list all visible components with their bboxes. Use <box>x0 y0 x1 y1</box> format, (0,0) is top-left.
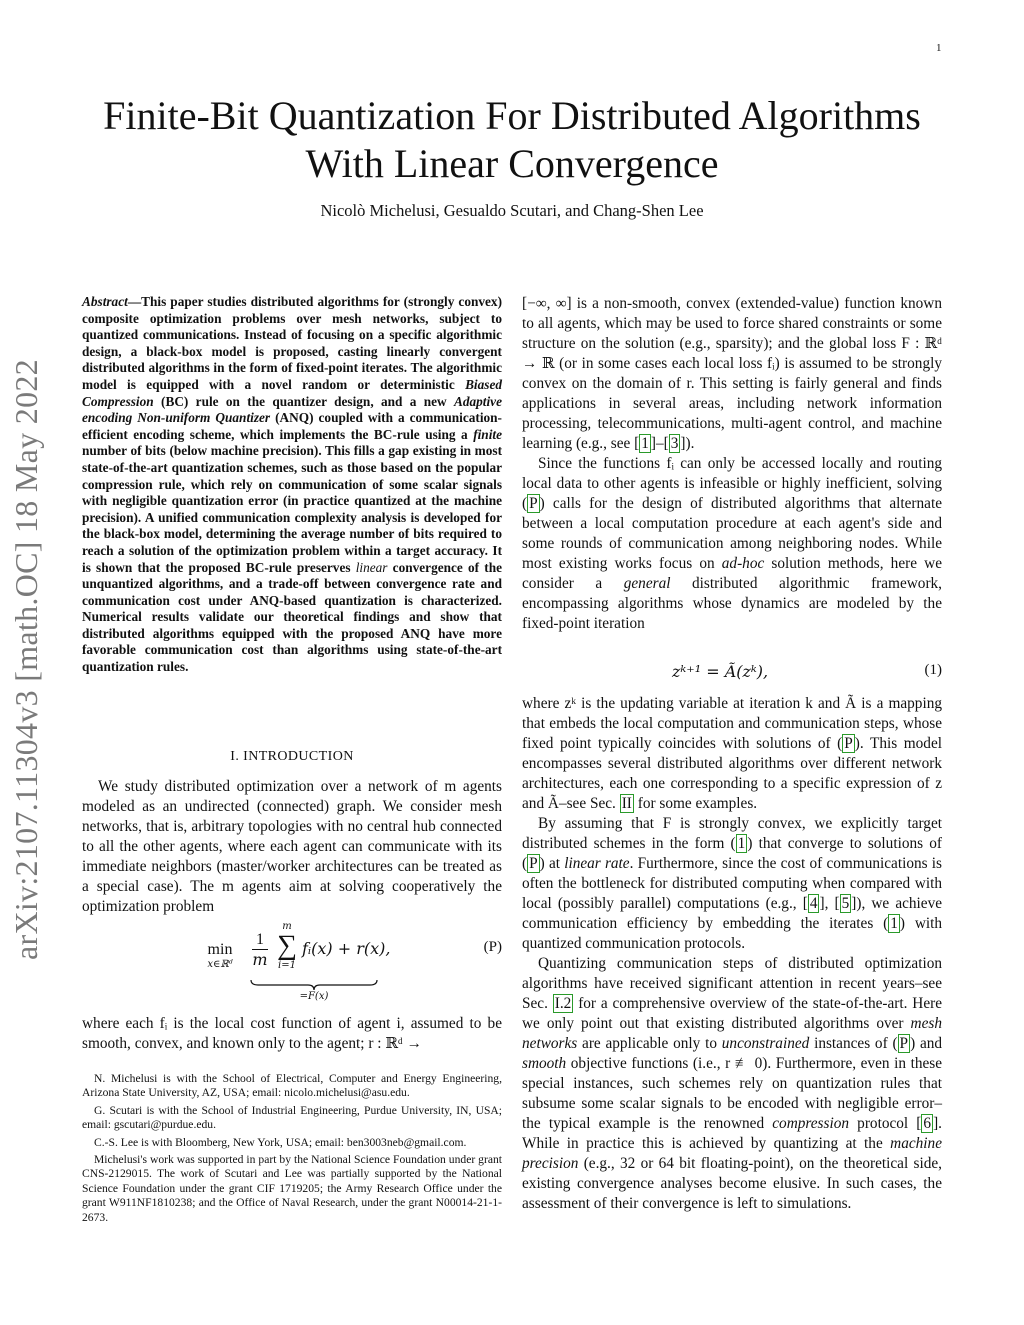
right-p4-text-b: that converge to solutions of <box>758 835 943 852</box>
right-p3-text-a: where zᵏ is the updating variable at iteration k and Ã is a mapping that embeds the local computation and communication steps, whose fixed point typically coincides with solutions of <box>522 695 942 752</box>
right-p2-text-a: Since the functions fᵢ can only be accessed locally and routing local data to other agents is infeasible or highly inefficient, solving <box>522 455 942 492</box>
page-number: 1 <box>936 42 942 54</box>
eq-sum-symbol: ∑ <box>277 930 297 961</box>
citation-4[interactable]: 4 <box>809 895 818 912</box>
citation-6[interactable]: 6 <box>923 1115 932 1132</box>
eq-frac-num: 1 <box>256 931 264 948</box>
right-column-part1 <box>522 294 942 634</box>
right-paragraph-1: [−∞, ∞] is a non-smooth, convex (extended-value) function known to all agents, which may be used to force shared constraints or some structure on the solution (e.g., sparsity); and the global loss F : ℝᵈ → ℝ (or in some cases each local loss fᵢ) is assumed to be strongly convex on the domain of r. This setting is fairly general and finds applications in several areas, including network information processing, telecommunications, multi-agent control, and machine learning (e.g., see [ 1 ]–[ 3 ]). <box>522 295 942 452</box>
abstract-text-d: number of bits (below machine precision). This fills a gap existing in most state-of-the-art quantization schemes, such as those based on the popular compression rule, which rely on communication of some scalar signals with negligible quantization error (in practice quantized at the machine precision). A unified communication complexity analysis is developed for the black-box model, determining the average number of bits required to reach a solution of the optimization problem within a target accuracy. It is shown that the proposed BC-rule preserves <box>82 443 502 575</box>
ref-problem-p-3[interactable]: P <box>529 855 538 872</box>
abstract-text-e: convergence of the unquantized algorithms, and a trade-off between convergence rate and communication cost under ANQ-based quantization is characterized. Numerical results validate our theoretical findings and show that distributed algorithms equipped with the proposed ANQ have more favorable communication cost than algorithms using state-of-the-art quantization rules. <box>82 559 503 675</box>
right-p5-em-compression: compression <box>772 1115 850 1132</box>
intro-paragraph <box>82 777 502 917</box>
abstract-text-a: —This paper studies distributed algorithms for (strongly convex) composite optimization problems over mesh networks, subject to quantized communications. Instead of focusing on a specific algorithmic design, a black-box model is proposed, casting linearly convergent distributed algorithms in the form of fixed-point iterates. The algorithmic model is equipped with a novel random or deterministic <box>82 294 502 392</box>
eq-min-subscript: x∈ℝᵈ <box>207 959 233 970</box>
right-p4-text-f: with quantized communication protocols. <box>522 915 943 952</box>
right-p2-text-d: distributed algorithmic framework, encompassing algorithms whose dynamics are modeled by the fixed-point iteration <box>522 575 943 632</box>
footnote-funding: Michelusi's work was supported in part by the National Science Foundation under grant CNS-2129015. The work of Scutari and Lee was partially supported by the National Science Foundation under the grant CIF 1719205; the Army Research Office under the grant W911NF1810238; and the Office of Naval Research, under the grant N00014-21-1-2673. <box>82 1153 502 1224</box>
eq-frac-den: m <box>252 950 268 969</box>
footnote-scutari: G. Scutari is with the School of Industrial Engineering, Purdue University, IN, USA; email: gscutari@purdue.edu. <box>82 1103 502 1132</box>
ref-problem-p-4[interactable]: P <box>899 1035 909 1052</box>
right-column-part2 <box>522 694 942 1214</box>
right-p4-text-d: . Furthermore, since the cost of communications is often the bottleneck for distributed computing when compared with local (possibly parallel) computations (e.g., <box>522 855 942 912</box>
right-p4-em-linear-rate: linear rate <box>564 855 630 872</box>
abstract <box>82 294 502 676</box>
eq-min: min <box>207 941 233 958</box>
eq-min-operator <box>200 941 240 970</box>
ref-section-i2[interactable]: I.2 <box>554 995 572 1012</box>
abstract-em-finite: finite <box>473 426 502 442</box>
equation-p <box>82 921 502 1005</box>
right-p5-text-h: . While in practice this is achieved by quantizing at the <box>522 1115 942 1152</box>
eq1-tag: (1) <box>924 662 942 678</box>
ref-problem-p[interactable]: P <box>529 495 538 512</box>
section-heading-introduction: I. INTRODUCTION <box>230 749 354 764</box>
eq-sum <box>274 921 300 971</box>
right-p5-em-machine-precision: machine precision <box>522 1135 942 1172</box>
right-p5-text-b: for a comprehensive overview of the state-of-the-art. Here we only point out that existing distributed algorithms over <box>522 995 943 1032</box>
right-p3-text-c: for some examples. <box>637 795 758 812</box>
right-paragraph-2: Since the functions fᵢ can only be accessed locally and routing local data to other agents is infeasible or highly inefficient, solving ( P ) calls for the design of distributed algorithms that alternate between a local computation procedure at each agent's side and some rounds of communication among neighboring nodes. While most existing works focus on ad-hoc solution methods, here we consider a general distributed algorithmic framework, encompassing algorithms whose dynamics are modeled by the fixed-point iteration <box>522 455 943 632</box>
equation-1 <box>522 660 942 686</box>
title-line-1: Finite-Bit Quantization For Distributed Algorithms <box>103 93 921 138</box>
eq-sum-bottom: i=1 <box>278 960 296 971</box>
footnote-lee: C.-S. Lee is with Bloomberg, New York, USA; email: ben3003neb@gmail.com. <box>94 1135 467 1149</box>
right-p5-text-g: protocol <box>857 1115 909 1132</box>
eq-underbrace-label: =F(x) <box>299 991 329 1002</box>
abstract-text-b: (BC) rule on the quantizer design, and a new <box>153 393 454 409</box>
right-p2-text-c: solution methods, here we consider a <box>522 555 942 592</box>
abstract-text-c: (ANQ) coupled with a communication-efficient encoding scheme, which implements the BC-rule using a <box>82 410 502 442</box>
title-line-2: With Linear Convergence <box>305 141 719 186</box>
right-p5-text-a: Quantizing communication steps of distributed optimization algorithms have received significant attention in recent years–see Sec. <box>522 955 942 1012</box>
ref-eq-1-2[interactable]: 1 <box>890 915 898 932</box>
right-p2-em-general: general <box>623 575 671 592</box>
footnote-michelusi: N. Michelusi is with the School of Electrical, Computer and Energy Engineering, Arizona State University, AZ, USA; email: nicolo.michelusi@asu.edu. <box>82 1072 502 1100</box>
right-p4-text-e: ), we achieve communication efficiency by embedding the iterates <box>522 895 943 932</box>
paper-title <box>60 92 964 188</box>
right-p5-text-f: objective functions (i.e., r ≢ 0). Furthermore, even in these special instances, such schemes rely on quantization rules that subsume some scalar signals to be encoded with negligible error–the typical example is the renowned <box>522 1055 942 1132</box>
after-p-text: where each fᵢ is the local cost function of agent i, assumed to be smooth, convex, and known only to the agent; r : ℝᵈ → <box>82 1015 502 1052</box>
eq-terms: fᵢ(x) + r(x), <box>302 939 391 958</box>
abstract-em-anq: Adaptive encoding Non-uniform Quantizer <box>82 393 502 426</box>
right-p5-text-e: and <box>919 1035 943 1052</box>
citation-3[interactable]: 3 <box>670 435 679 452</box>
right-p5-em-mesh: mesh networks <box>522 1015 942 1052</box>
abstract-em-linear: linear <box>355 559 388 575</box>
eq-underbrace <box>250 979 378 991</box>
ref-problem-p-2[interactable]: P <box>844 735 853 752</box>
right-p5-em-unconstrained: unconstrained <box>721 1035 810 1052</box>
author-list: Nicolò Michelusi, Gesualdo Scutari, and Chang-Shen Lee <box>320 201 704 220</box>
right-p4-text-c: at <box>548 855 560 872</box>
right-paragraph-3: where zᵏ is the updating variable at iteration k and Ã is a mapping that embeds the local computation and communication steps, whose fixed point typically coincides with solutions of ( P ). This model encompasses several distributed algorithms over different network architectures, each one corresponding to a specific expression of z and Ã–see Sec. II for some examples. <box>522 695 942 812</box>
intro-text: We study distributed optimization over a network of m agents modeled as an undirected (connected) graph. We consider mesh networks, that is, arbitrary topologies with no central hub connected to all the other agents, where each agent can communicate with its immediate neighbors (master/worker architectures can be treated as a special case). The m agents aim at solving cooperatively the optimization problem <box>82 778 502 915</box>
eq-tag-p: (P) <box>483 939 502 955</box>
right-p5-em-smooth: smooth <box>522 1055 567 1072</box>
citation-1[interactable]: 1 <box>641 435 649 452</box>
footnotes <box>82 1072 502 1228</box>
right-p3-text-b: . This model encompasses several distributed algorithms over different network architectures, each one corresponding to a specific expression of z and Ã–see Sec. <box>522 735 942 812</box>
right-p2-em-adhoc: ad-hoc <box>721 555 765 572</box>
right-paragraph-4: By assuming that F is strongly convex, we explicitly target distributed schemes in the form ( 1 ) that converge to solutions of ( P ) at linear rate. Furthermore, since the cost of communications is often the bottleneck for distributed computing when compared with local (possibly parallel) computations (e.g., [ 4 ], [ 5 ]), we achieve communication efficiency by embedding the iterates ( 1 ) with quantized communication protocols. <box>522 815 943 952</box>
right-p5-text-c: are applicable only to <box>582 1035 717 1052</box>
eq1-body: zᵏ⁺¹ = Ã(zᵏ), <box>672 662 769 681</box>
right-p2-text-b: calls for the design of distributed algorithms that alternate between a local computation procedure at each agent's side and some rounds of communication among neighboring nodes. While most existing works focus on <box>522 495 943 572</box>
ref-eq-1[interactable]: 1 <box>737 835 746 852</box>
arxiv-identifier-stamp: arXiv:2107.11304v3 [math.OC] 18 May 2022 <box>8 359 44 960</box>
right-p5-text-d: instances of <box>814 1035 888 1052</box>
citation-5[interactable]: 5 <box>841 895 850 912</box>
right-p4-text-a: By assuming that F is strongly convex, we explicitly target distributed schemes in the form <box>522 815 942 852</box>
right-p5-text-i: (e.g., 32 or 64 bit floating-point), on the theoretical side, existing convergence analyses become elusive. In such cases, the assessment of their convergence is left to simulations. <box>522 1155 942 1212</box>
ref-section-ii[interactable]: II <box>621 795 632 812</box>
abstract-em-biased-compression: Biased Compression <box>82 376 502 409</box>
eq-fraction <box>252 931 268 969</box>
eq-sum-top: m <box>282 921 292 932</box>
right-paragraph-5: Quantizing communication steps of distributed optimization algorithms have received significant attention in recent years–see Sec. I.2 for a comprehensive overview of the state-of-the-art. Here we only point out that existing distributed algorithms over mesh networks are applicable only to unconstrained instances of ( P ) and smooth objective functions (i.e., r ≢ 0). Furthermore, even in these special instances, such schemes rely on quantization rules that subsume some scalar signals to be encoded with negligible error–the typical example is the renowned compression protocol [ 6 ]. While in practice this is achieved by quantizing at the machine precision (e.g., 32 or 64 bit floating-point), on the theoretical side, existing convergence analyses become elusive. In such cases, the assessment of their convergence is left to simulations. <box>522 955 943 1212</box>
right-p1-text: [−∞, ∞] is a non-smooth, convex (extended-value) function known to all agents, which may be used to force shared constraints or some structure on the solution (e.g., sparsity); and the global loss F : ℝᵈ → ℝ (or in some cases each local loss fᵢ) is assumed to be strongly convex on the domain of r. This setting is fairly general and finds applications in several areas, including network information processing, telecommunications, multi-agent control, and machine learning (e.g., see <box>522 295 942 452</box>
paragraph-after-eq-p <box>82 1014 502 1054</box>
abstract-label: Abstract <box>82 294 128 309</box>
